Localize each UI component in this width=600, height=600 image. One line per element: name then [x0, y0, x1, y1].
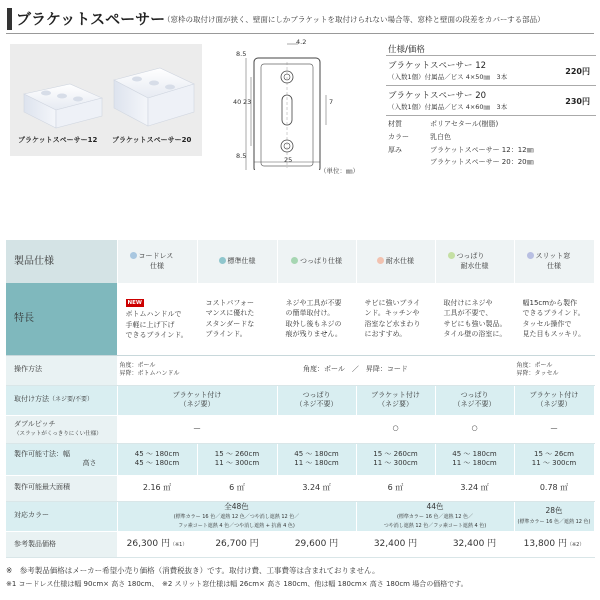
double-label: ダブルピッチ （スラットがくっきりにくい仕様） — [6, 415, 117, 443]
operation-label: 操作方法 — [6, 355, 117, 385]
size-cell: 15 ～ 26cm 11 ～ 300cm — [514, 443, 594, 475]
col-head: 標準仕様 — [197, 240, 277, 283]
color-right: 44色 (標準カラー 16 色／遮熱 12 色／ つや消し遮熱 12 色／フッ素コート遮熱 4 色) — [356, 501, 514, 531]
color-left: 全48色 (標準カラー 16 色／遮熱 12 色／つや消し遮熱 12 色／ フッ素コート遮熱 4 色／つや消し遮熱 + 抗菌 4 色) — [117, 501, 356, 531]
area-cell: 0.78 ㎡ — [514, 475, 594, 501]
color-slit: 28色 (標準カラー 16 色／遮熱 12 色) — [514, 501, 594, 531]
size-cell: 15 ～ 260cm 11 ～ 300cm — [356, 443, 435, 475]
size-cell: 45 ～ 180cm 45 ～ 180cm — [117, 443, 197, 475]
product-caption-12: ブラケットスペーサー12 — [18, 136, 98, 144]
footnote-2: ※1 コードレス仕様は幅 90cm× 高さ 180cm、 ※2 スリット窓仕様は幅 26cm× 高さ 180cm、他は幅 180cm× 高さ 180cm 場合の価格です。 — [6, 580, 468, 588]
spec-divider — [386, 115, 596, 116]
size-cell: 45 ～ 180cm 11 ～ 180cm — [435, 443, 514, 475]
spec-item-name: ブラケットスペーサー 12 — [388, 61, 487, 71]
op-common: 角度：ポール ／ 昇降：コード — [197, 355, 514, 385]
col-dot-icon — [291, 257, 298, 264]
col-head: つっぱり仕様 — [277, 240, 356, 283]
feature-cell: コストパフォー マンスに優れた スタンダードな ブラインド。 — [197, 283, 277, 355]
col-dot-icon — [527, 252, 534, 259]
feature-cell: 幅15cmから製作 できるブラインド。 タッセル操作で 見た目もスッキリ。 — [514, 283, 594, 355]
dim-8-5-top: 8.5 — [236, 50, 247, 58]
col-dot-icon — [448, 252, 455, 259]
double-val: ○ — [356, 415, 435, 443]
mount-slit: ブラケット付け （ネジ要） — [514, 385, 594, 415]
double-val: — — [117, 415, 277, 443]
dim-7: 7 — [329, 98, 334, 106]
price-cell: 26,300 円（※1） — [117, 531, 197, 557]
size-cell: 45 ～ 180cm 11 ～ 180cm — [277, 443, 356, 475]
spec-divider — [386, 85, 596, 86]
area-cell: 3.24 ㎡ — [277, 475, 356, 501]
area-cell: 3.24 ㎡ — [435, 475, 514, 501]
dim-23: 23 — [243, 98, 252, 106]
double-val: ○ — [435, 415, 514, 443]
area-cell: 2.16 ㎡ — [117, 475, 197, 501]
dim-40: 40 — [233, 98, 242, 106]
mount-tension: つっぱり （ネジ不要） — [277, 385, 356, 415]
spec-item-price: 230円 — [565, 97, 590, 106]
col-head: つっぱり 耐水仕様 — [435, 240, 514, 283]
material-value: ポリアセタール(樹脂) — [430, 120, 499, 128]
color-label: 対応カラー — [6, 501, 117, 531]
title-bar-accent — [7, 8, 12, 30]
size-label: 製作可能寸法：幅 高さ — [6, 443, 117, 475]
page-title: ブラケットスペーサー — [16, 10, 166, 28]
feature-cell: ネジや工具が不要 の簡単取付け。 取外し後もネジの 痕が残りません。 — [277, 283, 356, 355]
table-header-row — [6, 240, 594, 283]
price-label: 参考製品価格 — [6, 531, 117, 557]
area-label: 製作可能最大面積 — [6, 475, 117, 501]
price-cell: 32,400 円 — [356, 531, 435, 557]
head-label: 製品仕様 — [6, 240, 117, 283]
col-head: コードレス 仕様 — [117, 240, 197, 283]
dim-8-5-bottom: 8.5 — [236, 152, 247, 160]
dim-4-2: 4.2 — [296, 38, 307, 46]
feature-cell: サビに強いブライ ンド。キッチンや 浴室など水まわり におすすめ。 — [356, 283, 435, 355]
price-cell: 13,800 円（※2） — [514, 531, 594, 557]
feature-row — [6, 283, 594, 355]
col-head: スリット窓 仕様 — [514, 240, 594, 283]
mount-tension-water: つっぱり （ネジ不要） — [435, 385, 514, 415]
feature-cell: NEW ボトムハンドルで 手軽に上げ下げ できるブラインド。 — [117, 283, 197, 355]
op-slit: 角度：ポール 昇降：タッセル — [514, 355, 594, 385]
spec-item-note: （入数1個）付属品／ビス 4×60㎜ 3本 — [388, 103, 508, 111]
spec-panel — [386, 36, 596, 166]
mount-screw: ブラケット付け （ネジ要） — [117, 385, 277, 415]
thickness-value-12: ブラケットスペーサー 12：12㎜ — [430, 146, 534, 154]
thickness-value-20: ブラケットスペーサー 20：20㎜ — [430, 158, 534, 166]
dim-25: 25 — [284, 156, 293, 164]
area-cell: 6 ㎡ — [197, 475, 277, 501]
size-row — [6, 443, 594, 475]
page-subtitle: （窓枠の取付け面が狭く、壁面にしかブラケットを取付けられない場合等、窓枠と壁面の段差をカバーする部品） — [163, 15, 545, 24]
color-row — [6, 501, 594, 531]
price-cell: 29,600 円 — [277, 531, 356, 557]
spec-item-name: ブラケットスペーサー 20 — [388, 91, 487, 101]
double-pitch-row — [6, 415, 594, 443]
footnote-1: ※ 参考製品価格はメーカー希望小売り価格（消費税抜き）です。取付け費、工事費等は含まれておりません。 — [6, 566, 380, 575]
col-dot-icon — [130, 252, 137, 259]
double-val — [277, 415, 356, 443]
feature-label: 特長 — [6, 283, 117, 355]
color-label: カラー — [388, 133, 409, 141]
header-divider — [6, 33, 594, 34]
product-spec-table — [6, 240, 595, 558]
op-cordless: 角度：ポール 昇降：ボトムハンドル — [117, 355, 197, 385]
spec-item-note: （入数1個）付属品／ビス 4×50㎜ 3本 — [388, 73, 508, 81]
spec-divider — [386, 55, 596, 56]
price-cell: 32,400 円 — [435, 531, 514, 557]
mount-water: ブラケット付け （ネジ要） — [356, 385, 435, 415]
col-dot-icon — [219, 257, 226, 264]
unit-note: （単位：㎜） — [320, 167, 359, 175]
price-row — [6, 531, 594, 557]
color-value: 乳白色 — [430, 133, 451, 141]
col-head: 耐水仕様 — [356, 240, 435, 283]
double-val: — — [514, 415, 594, 443]
technical-drawing — [236, 40, 340, 170]
thickness-label: 厚み — [388, 146, 402, 154]
page-header — [0, 0, 600, 40]
mount-row — [6, 385, 594, 415]
col-dot-icon — [377, 257, 384, 264]
material-label: 材質 — [388, 120, 402, 128]
feature-cell: 取付けにネジや 工具が不要で、 サビにも強い製品。 タイル壁の浴室に。 — [435, 283, 514, 355]
operation-row — [6, 355, 594, 385]
spec-item-price: 220円 — [565, 67, 590, 76]
area-cell: 6 ㎡ — [356, 475, 435, 501]
price-cell: 26,700 円 — [197, 531, 277, 557]
mount-label: 取付け方法（ネジ要/不要） — [6, 385, 117, 415]
spec-title: 仕様/価格 — [388, 45, 425, 55]
product-caption-20: ブラケットスペーサー20 — [112, 136, 192, 144]
size-cell: 15 ～ 260cm 11 ～ 300cm — [197, 443, 277, 475]
new-badge: NEW — [127, 299, 142, 306]
area-row — [6, 475, 594, 501]
